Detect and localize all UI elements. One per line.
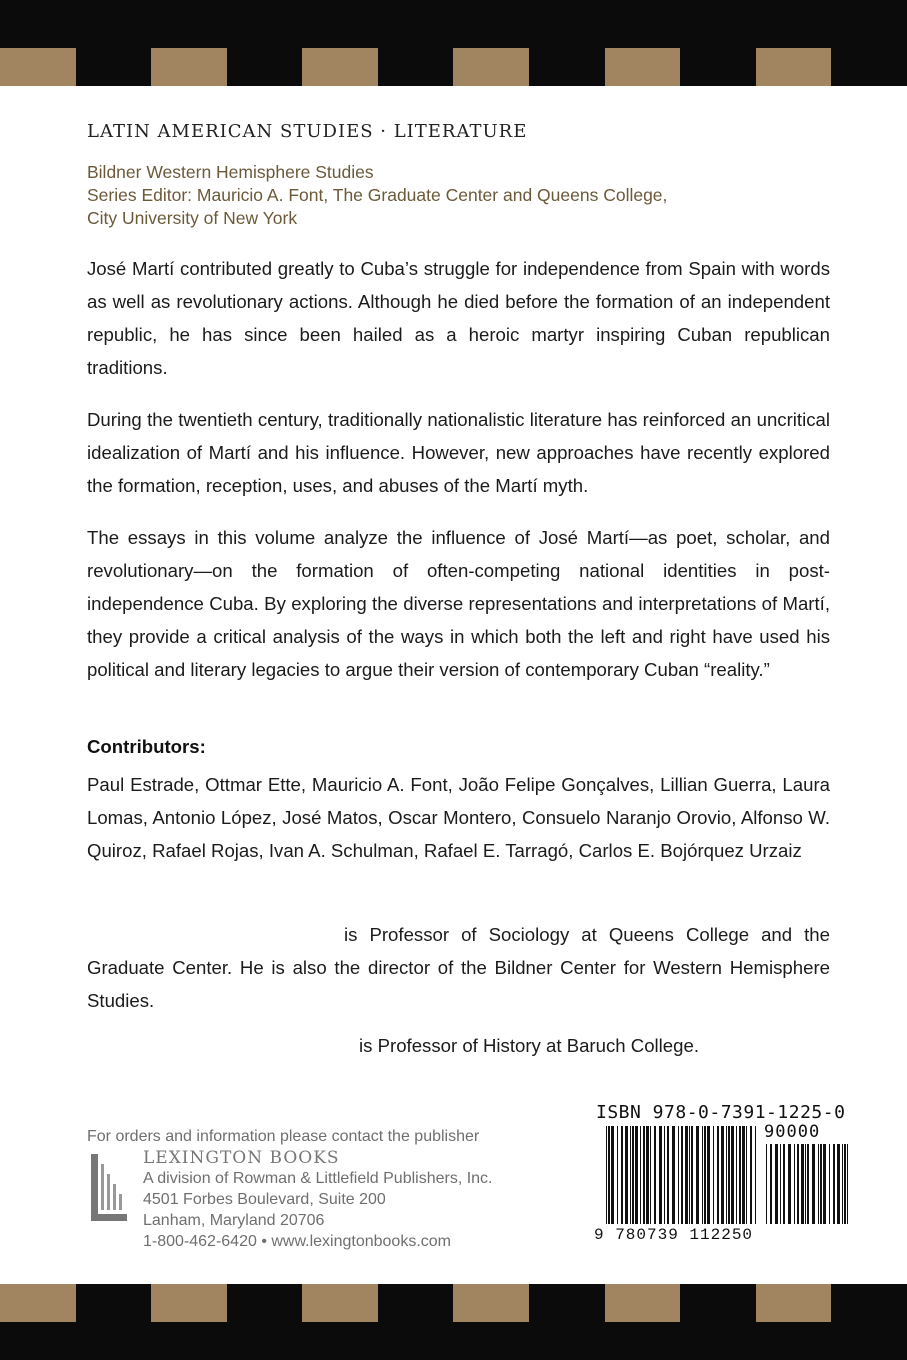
top-decorative-band — [0, 0, 907, 86]
stripe-block — [227, 48, 303, 86]
lexington-logo-icon — [87, 1154, 131, 1226]
barcode-bar — [780, 1144, 781, 1224]
barcode-bar — [654, 1126, 656, 1224]
stripe-block — [529, 48, 605, 86]
barcode-bar — [632, 1126, 634, 1224]
stripe-block — [302, 48, 378, 86]
addon-barcode-bars — [766, 1144, 848, 1244]
stripe-block — [680, 48, 756, 86]
stripe-block — [378, 1284, 454, 1322]
barcode-bar — [606, 1126, 607, 1224]
publisher-address-2: Lanham, Maryland 20706 — [143, 1212, 325, 1229]
ean-digits: 9 780739 112250 — [594, 1226, 754, 1244]
barcode-bar — [739, 1126, 741, 1224]
barcode-bar — [807, 1144, 809, 1224]
barcode-bar — [837, 1144, 840, 1224]
contributors-list: Paul Estrade, Ottmar Ette, Mauricio A. Font, João Felipe Gonçalves, Lillian Guerra, Laura Lomas, Antonio López, José Matos, Oscar Montero, Consuelo Naranjo Orovio, Alfonso W. Quiroz, Rafael Rojas, Ivan A. Schulman, Rafael E. Tarragó, Carlos E. Bojórquez Urzaiz — [87, 774, 830, 861]
orders-line: For orders and information please contact the publisher — [87, 1128, 480, 1145]
barcode-bar — [746, 1126, 747, 1224]
barcode-bar — [704, 1126, 706, 1224]
barcode-bar — [820, 1144, 822, 1224]
barcode-bar — [818, 1144, 819, 1224]
series-title: Bildner Western Hemisphere Studies — [87, 162, 374, 182]
barcode-bar — [664, 1126, 665, 1224]
barcode-bar — [844, 1144, 846, 1224]
barcode-bar — [630, 1126, 631, 1224]
barcode-bar — [681, 1126, 683, 1224]
stripe-block — [831, 1284, 907, 1322]
barcode-bar — [635, 1126, 638, 1224]
barcode-bar — [833, 1144, 835, 1224]
barcode-bar — [721, 1126, 724, 1224]
barcode-bar — [728, 1126, 730, 1224]
contributors-heading: Contributors: — [87, 736, 206, 757]
barcode-bar — [755, 1126, 756, 1224]
top-stripes — [0, 48, 907, 86]
barcode-bar — [702, 1126, 703, 1224]
barcode-bar — [689, 1126, 690, 1224]
description-paragraph-1: José Martí contributed greatly to Cuba’s struggle for independence from Spain with words as well as revolutionary actions. Although he died before the formation of an independent republic, he has since been hailed as a heroic martyr inspiring Cuban republican traditions. — [87, 258, 830, 378]
barcode-bar — [842, 1144, 843, 1224]
barcode-bar — [750, 1126, 752, 1224]
stripe-block — [302, 1284, 378, 1322]
barcode-bar — [707, 1126, 710, 1224]
barcode-bar — [742, 1126, 745, 1224]
stripe-block — [0, 1284, 76, 1322]
series-info — [87, 161, 807, 230]
barcode-bar — [770, 1144, 772, 1224]
publisher-block — [87, 1128, 557, 1250]
description-paragraph-3: The essays in this volume analyze the influence of José Martí—as poet, scholar, and revolutionary—on the formation of often-competing national identities in post-independence Cuba. By exploring the diverse representations and interpretations of Martí, they provide a critical analysis of the ways in which both the left and right have used his political and literary legacies to argue their version of contemporary Cuban “reality.” — [87, 527, 830, 680]
barcode-bar — [805, 1144, 806, 1224]
stripe-block — [0, 48, 76, 86]
stripe-block — [151, 48, 227, 86]
barcode-bar — [678, 1126, 679, 1224]
barcode-bar — [775, 1144, 778, 1224]
barcode-bar — [736, 1126, 737, 1224]
editor-bio-1: is Professor of Sociology at Queens College and the Graduate Center. He is also the director of the Bildner Center for Western Hemisphere Studies. — [87, 924, 830, 1011]
stripe-block — [378, 48, 454, 86]
publisher-contact: 1-800-462-6420 • www.lexingtonbooks.com — [143, 1233, 451, 1250]
stripe-block — [453, 48, 529, 86]
barcode-bar — [783, 1144, 785, 1224]
barcode-bar — [640, 1126, 641, 1224]
publisher-name: LEXINGTON BOOKS — [143, 1148, 340, 1168]
barcode-bar — [667, 1126, 669, 1224]
stripe-block — [831, 48, 907, 86]
book-description — [87, 252, 830, 705]
subject-category: LATIN AMERICAN STUDIES · LITERATURE — [87, 121, 528, 142]
series-editor-affiliation: City University of New York — [87, 208, 298, 228]
barcode-bar — [731, 1126, 734, 1224]
publisher-division: A division of Rowman & Littlefield Publishers, Inc. — [143, 1170, 493, 1187]
barcode-bar — [713, 1126, 714, 1224]
barcode-bar — [788, 1144, 791, 1224]
stripe-block — [529, 1284, 605, 1322]
description-paragraph-2: During the twentieth century, traditionally nationalistic literature has reinforced an uncritical idealization of Martí and his influence. However, new approaches have recently explored the formation, reception, uses, and abuses of the Martí myth. — [87, 409, 830, 496]
barcode-bar — [621, 1126, 623, 1224]
barcode-bar — [797, 1144, 799, 1224]
barcode-bar — [608, 1126, 610, 1224]
stripe-block — [680, 1284, 756, 1322]
barcode-bar — [696, 1126, 699, 1224]
barcode-bar — [625, 1126, 628, 1224]
stripe-block — [605, 48, 681, 86]
barcode-bar — [717, 1126, 719, 1224]
stripe-block — [605, 1284, 681, 1322]
stripe-block — [151, 1284, 227, 1322]
barcode-bar — [726, 1126, 727, 1224]
publisher-details — [143, 1148, 493, 1231]
stripe-block — [227, 1284, 303, 1322]
stripe-block — [76, 48, 152, 86]
barcode-bar — [685, 1126, 688, 1224]
stripe-block — [76, 1284, 152, 1322]
barcode-bar — [766, 1144, 767, 1224]
barcode-bar — [801, 1144, 804, 1224]
barcode-bar — [646, 1126, 649, 1224]
bottom-decorative-band — [0, 1284, 907, 1360]
barcode-bar — [617, 1126, 618, 1224]
barcode-bar — [823, 1144, 826, 1224]
barcode-bar — [650, 1126, 651, 1224]
barcode-bar — [691, 1126, 693, 1224]
barcode-bar — [659, 1126, 662, 1224]
publisher-address-1: 4501 Forbes Boulevard, Suite 200 — [143, 1191, 386, 1208]
barcode-bar — [847, 1144, 848, 1224]
editor-bio-2: is Professor of History at Baruch College. — [359, 1035, 699, 1056]
stripe-block — [453, 1284, 529, 1322]
barcode-bar — [672, 1126, 675, 1224]
isbn-barcode — [594, 1102, 852, 1250]
series-editor: Series Editor: Mauricio A. Font, The Graduate Center and Queens College, — [87, 185, 668, 205]
ean-barcode-bars — [606, 1126, 756, 1226]
barcode-bar — [643, 1126, 645, 1224]
stripe-block — [756, 1284, 832, 1322]
addon-digits: 90000 — [764, 1122, 821, 1142]
barcode-bar — [794, 1144, 795, 1224]
barcode-bar — [611, 1126, 614, 1224]
stripe-block — [756, 48, 832, 86]
barcode-bar — [812, 1144, 815, 1224]
barcode-bar — [829, 1144, 830, 1224]
isbn-text: ISBN 978-0-7391-1225-0 — [596, 1102, 846, 1123]
bottom-stripes — [0, 1284, 907, 1322]
